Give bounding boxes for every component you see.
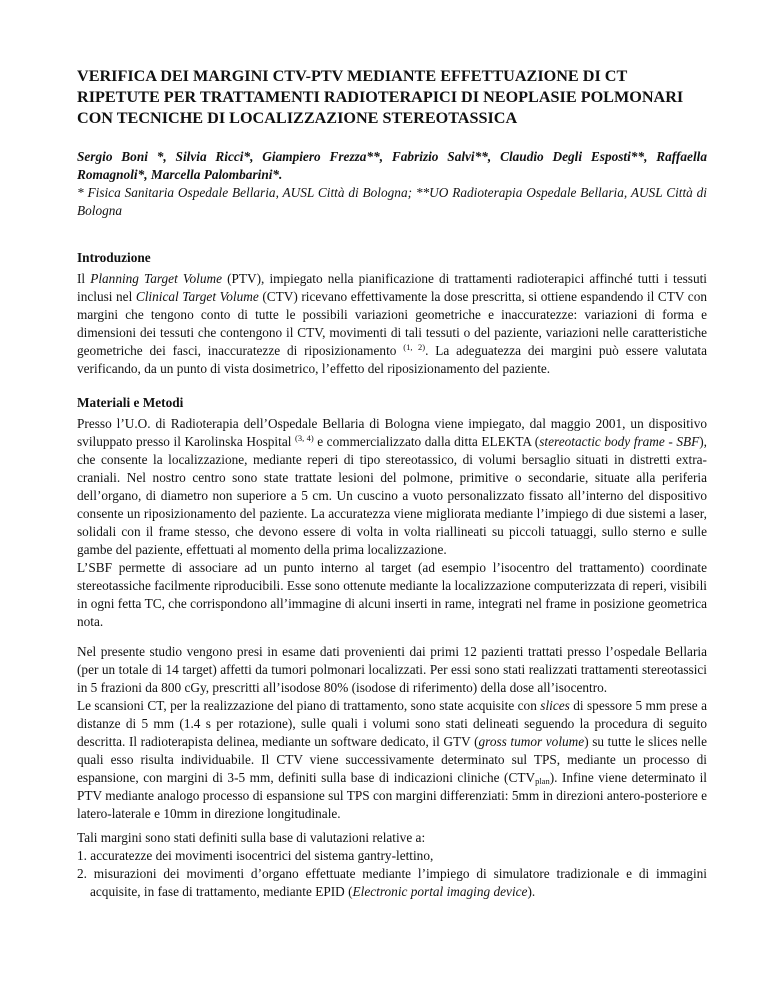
intro-paragraph: Il Planning Target Volume (PTV), impiegato nella pianificazione di trattamenti radioterapici affinché tutti i tessuti inclusi nel Clinical Target Volume (CTV) ricevano effettivamente la dose prescritta, si ottiene espandendo il CTV con margini che tengono conto di tutte le possibili variazioni geometriche e inaccuratezze: variazioni di forma e dimensioni dei tessuti che contengono il CTV, movimenti di tali tessuti o del paziente, variazioni nelle caratteristiche geometriche dei fasci, inaccuratezze di riposizionamento $^{(1, 2)}$. La adeguatezza dei margini può essere valutata verificando, da un punto di vista dosimetrico, l’effetto del riposizionamento del paziente. xyxy=(77,271,707,376)
author-list: Sergio Boni *, Silvia Ricci*, Giampiero Frezza**, Fabrizio Salvi**, Claudio Degli Esposti**, Raffaella Romagnoli*, Marcella Palombarini*. xyxy=(77,149,707,182)
methods-paragraph-3: Nel presente studio vengono presi in esame dati provenienti dai primi 12 pazienti trattati presso l’ospedale Bellaria (per un totale di 14 target) affetti da tumori polmonari localizzati. Per essi sono stati realizzati trattamenti stereotassici in 5 frazioni da 800 cGy, prescritti all’isodose 80% (isodose di riferimento) della dose all’isocentro. xyxy=(77,644,707,695)
margin-criteria-list xyxy=(77,847,707,901)
paper-page xyxy=(77,66,707,901)
section-introduction xyxy=(77,249,707,378)
methods-paragraph-5: Tali margini sono stati definiti sulla base di valutazioni relative a: xyxy=(77,830,426,845)
section-heading-materiali-metodi: Materiali e Metodi xyxy=(77,395,184,410)
citation-ref: (1, 2) xyxy=(403,342,426,352)
section-methods xyxy=(77,394,707,901)
citation-ref: (3, 4) xyxy=(295,433,314,443)
section-heading-introduzione: Introduzione xyxy=(77,250,151,265)
methods-paragraph-2: L’SBF permette di associare ad un punto interno al target (ad esempio l’isocentro del trattamento) coordinate stereotassiche facilmente riproducibili. Esse sono ottenute mediante la localizzazione computerizzata di reperi, visibili in ogni fetta TC, che corrispondono all’immagine di alcuni inserti in rame, integrati nel frame in posizione geometrica nota. xyxy=(77,560,707,629)
list-item: 2. misurazioni dei movimenti d’organo effettuate mediante l’impiego di simulatore tradizionale e di immagini acquisite, in fase di trattamento, mediante EPID (Electronic portal imaging device). xyxy=(77,866,707,899)
methods-paragraph-1: Presso l’U.O. di Radioterapia dell’Ospedale Bellaria di Bologna viene impiegato, dal maggio 2001, un dispositivo sviluppato presso il Karolinska Hospital $^{(3, 4)}$ e commercializzato dalla ditta ELEKTA (stereotactic body frame - SBF), che consente la localizzazione, mediante reperi di tipo stereotassico, di volumi bersaglio situati in distretti extra-craniali. Nel nostro centro sono state trattate lesioni del polmone, primitive o secondarie, situate alla periferia dell’organo, di diametro non superiore a 5 cm. Un cuscino a vuoto personalizzato fissato all’interno del dispositivo consente un riposizionamento del paziente. La accuratezza viene migliorata mediante l’impiego di due sistemi a laser, solidali con il frame stesso, che devono essere di volta in volta riallineati su piccoli tatuaggi, sullo sterno e sulle gambe del paziente, effettuati al momento della prima localizzazione. xyxy=(77,416,707,557)
methods-paragraph-4: Le scansioni CT, per la realizzazione del piano di trattamento, sono state acquisite con slices di spessore 5 mm prese a distanze di 5 mm (1.4 s per rotazione), sulle quali i volumi sono stati delineati seguendo la procedura di seguito descritta. Il radioterapista delinea, mediante un software dedicato, il GTV (gross tumor volume) su tutte le slices nelle quali esso risulta individuabile. Il CTV viene successivamente determinato sul TPS, mediante un processo di espansione, con margini di 3-5 mm, definiti sulla base di indicazioni cliniche $(CTV_{plan})$. Infine viene determinato il PTV mediante analogo processo di espansione sul TPS con margini differenziati: 5mm in direzioni antero-posteriore e latero-laterale e 10mm in direzione longitudinale. xyxy=(77,698,707,821)
affiliation: * Fisica Sanitaria Ospedale Bellaria, AUSL Città di Bologna; **UO Radioterapia Ospedale Bellaria, AUSL Città di Bologna xyxy=(77,185,707,218)
list-item: 1. accuratezze dei movimenti isocentrici del sistema gantry-lettino, xyxy=(77,848,434,863)
paper-title: VERIFICA DEI MARGINI CTV-PTV MEDIANTE EFFETTUAZIONE DI CT RIPETUTE PER TRATTAMENTI RADIOTERAPICI DI NEOPLASIE POLMONARI CON TECNICHE DI LOCALIZZAZIONE STEREOTASSICA xyxy=(77,67,684,127)
